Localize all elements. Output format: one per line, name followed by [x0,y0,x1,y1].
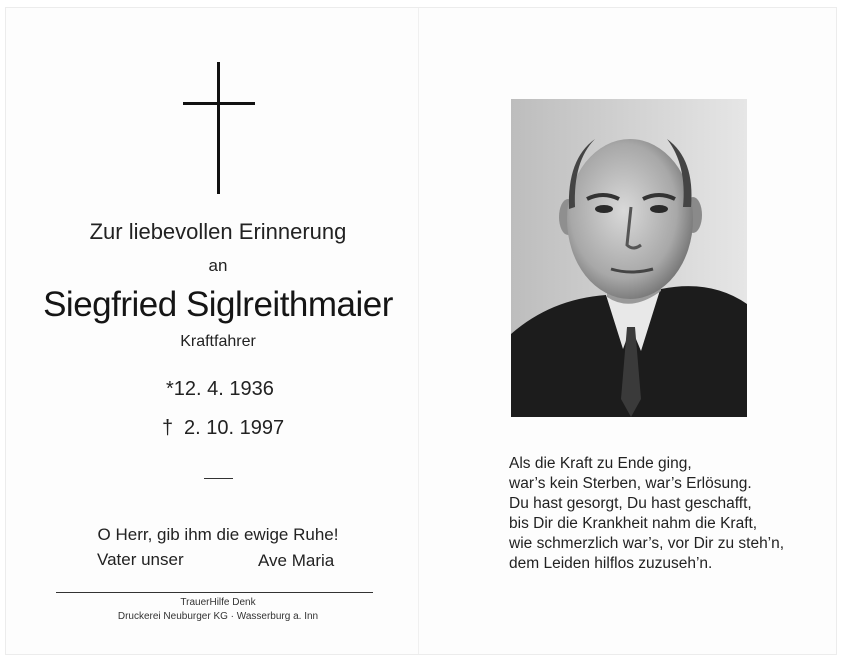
printer-line-1: TrauerHilfe Denk [180,597,256,608]
portrait-photo-icon [511,99,747,417]
poem-line: Du hast gesorgt, Du hast geschafft, [509,495,752,512]
cross-icon [183,62,255,194]
divider-dash [204,478,233,479]
an-word: an [208,256,228,275]
birth-date: *12. 4. 1936 [166,378,274,400]
prayer-line: O Herr, gib ihm die ewige Ruhe! [97,525,339,544]
occupation: Kraftfahrer [180,333,256,350]
poem-line: bis Dir die Krankheit nahm die Kraft, [509,515,758,532]
death-date: 2. 10. 1997 [184,417,285,439]
poem-line: Als die Kraft zu Ende ging, [509,455,692,472]
poem-line: wie schmerzlich war’s, vor Dir zu steh’n, [509,535,785,552]
poem-line: dem Leiden hilflos zuzuseh’n. [509,555,713,572]
printer-line-2: Druckerei Neuburger KG · Wasserburg a. Inn [117,611,319,622]
poem [509,454,784,574]
dagger-icon: † [162,417,174,439]
vater-unser: Vater unser [97,550,184,569]
card-fold [418,8,419,654]
deceased-name: Siegfried Siglreithmaier [43,285,393,324]
footer-rule [56,592,373,593]
memorial-heading: Zur liebevollen Erinnerung [89,219,347,244]
poem-line: war’s kein Sterben, war’s Erlösung. [509,475,752,492]
ave-maria: Ave Maria [258,551,335,570]
death-line [162,417,284,440]
